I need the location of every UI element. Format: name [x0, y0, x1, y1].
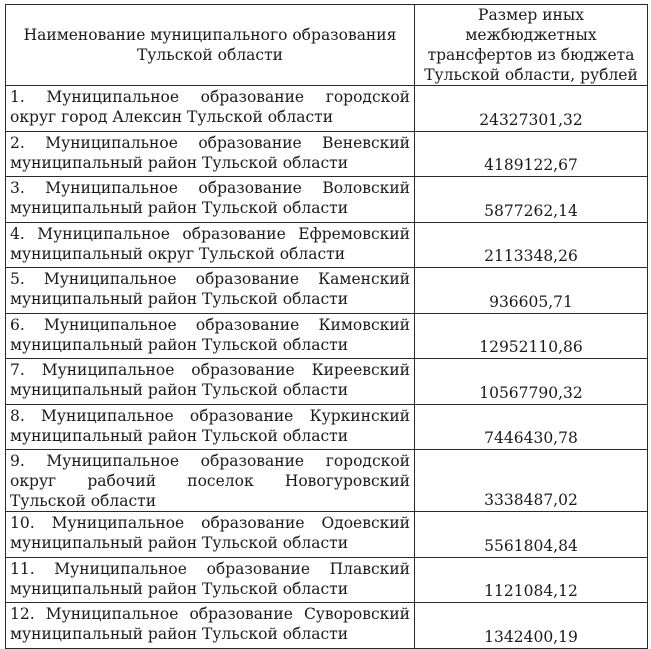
transfer-amount: 936605,71 — [415, 268, 648, 314]
table-row — [6, 359, 648, 405]
table-row — [6, 268, 648, 314]
municipality-name: 3. Муниципальное образование Воловский муниципальный район Тульской области — [6, 177, 415, 223]
header-row — [6, 5, 648, 86]
table-row — [6, 131, 648, 177]
header-municipality: Наименование муниципального образования Тульской области — [6, 5, 415, 86]
municipality-name: 8. Муниципальное образование Куркинский муниципальный район Тульской области — [6, 404, 415, 450]
transfer-amount: 2113348,26 — [415, 222, 648, 268]
transfer-amount: 5877262,14 — [415, 177, 648, 223]
municipality-name: 9. Муниципальное образование городской округ рабочий поселок Новогуровский Тульской области — [6, 450, 415, 512]
table-row — [6, 86, 648, 132]
transfer-amount: 4189122,67 — [415, 131, 648, 177]
transfer-amount: 10567790,32 — [415, 359, 648, 405]
table-row — [6, 313, 648, 359]
transfer-amount: 5561804,84 — [415, 512, 648, 558]
municipality-name: 11. Муниципальное образование Плавский муниципальный район Тульской области — [6, 557, 415, 603]
transfer-amount: 24327301,32 — [415, 86, 648, 132]
table-row — [6, 450, 648, 512]
municipality-name: 5. Муниципальное образование Каменский муниципальный район Тульской области — [6, 268, 415, 314]
table-row — [6, 222, 648, 268]
municipality-name: 4. Муниципальное образование Ефремовский муниципальный округ Тульской области — [6, 222, 415, 268]
municipality-name: 6. Муниципальное образование Кимовский муниципальный район Тульской области — [6, 313, 415, 359]
table-row — [6, 512, 648, 558]
transfer-amount: 3338487,02 — [415, 450, 648, 512]
municipality-name: 1. Муниципальное образование городской округ город Алексин Тульской области — [6, 86, 415, 132]
municipality-name: 2. Муниципальное образование Веневский муниципальный район Тульской области — [6, 131, 415, 177]
table-row — [6, 603, 648, 649]
transfer-amount: 1342400,19 — [415, 603, 648, 649]
municipality-name: 7. Муниципальное образование Киреевский муниципальный район Тульской области — [6, 359, 415, 405]
table-row — [6, 177, 648, 223]
table-row — [6, 557, 648, 603]
transfer-amount: 1121084,12 — [415, 557, 648, 603]
transfer-amount: 7446430,78 — [415, 404, 648, 450]
municipality-name: 12. Муниципальное образование Суворовский муниципальный район Тульской области — [6, 603, 415, 649]
transfers-table — [5, 4, 648, 649]
transfer-amount: 12952110,86 — [415, 313, 648, 359]
header-amount: Размер иных межбюджетных трансфертов из бюджета Тульской области, рублей — [415, 5, 648, 86]
municipality-name: 10. Муниципальное образование Одоевский муниципальный район Тульской области — [6, 512, 415, 558]
table-row — [6, 404, 648, 450]
